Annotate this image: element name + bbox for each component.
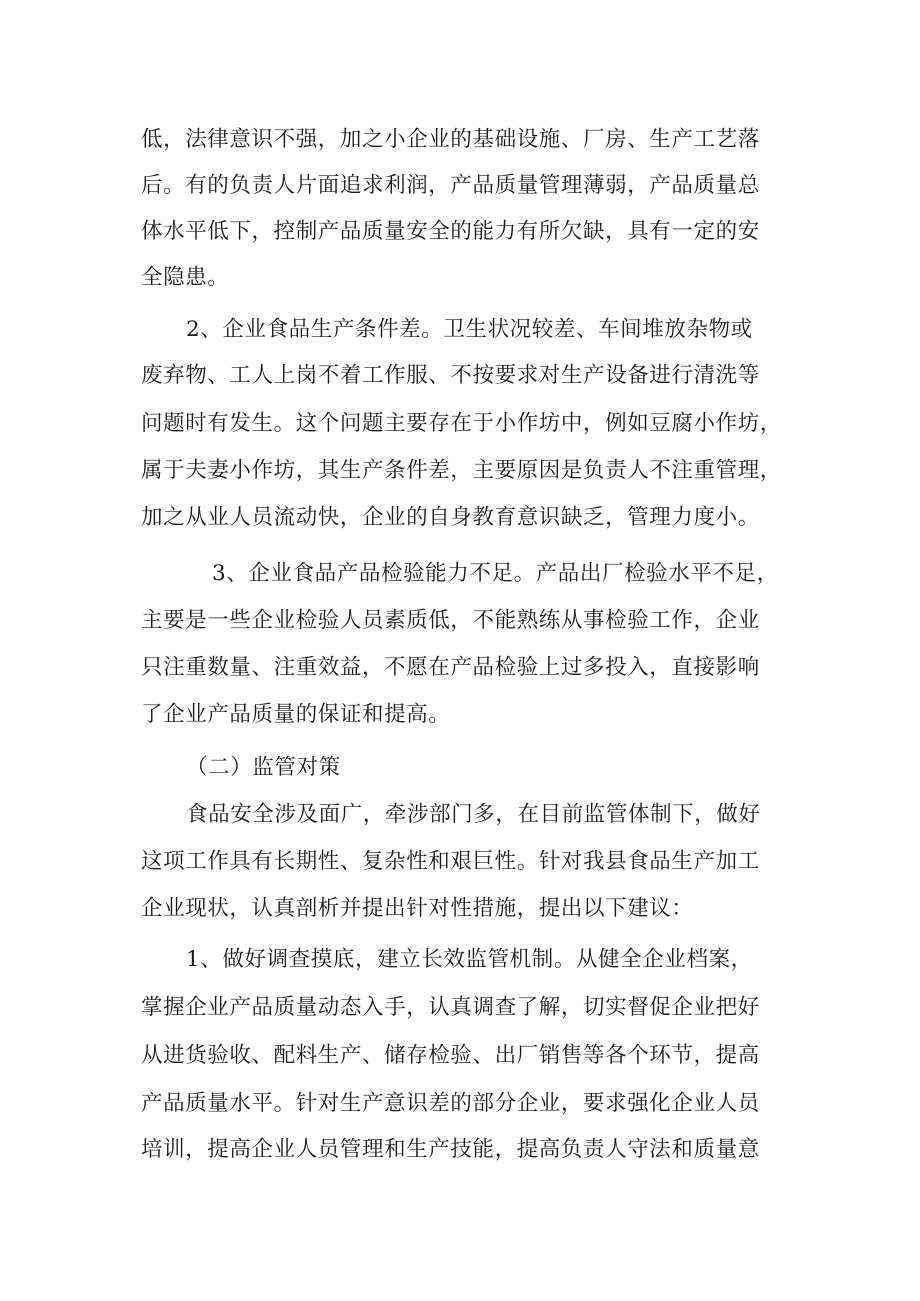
text-line: 了企业产品质量的保证和提高。	[141, 702, 451, 727]
text-line: 培训，提高企业人员管理和生产技能，提高负责人守法和质量意	[141, 1137, 760, 1162]
text-line: 低，法律意识不强，加之小企业的基础设施、厂房、生产工艺落	[141, 127, 760, 152]
paragraph-first-line: 3、企业食品产品检验能力不足。产品出厂检验水平不足，	[212, 561, 779, 586]
text-line: 全隐患。	[141, 265, 230, 290]
paragraph-first-line: 1、做好调查摸底，建立长效监管机制。从健全企业档案，	[186, 947, 753, 972]
text-line: 废弃物、工人上岗不着工作服、不按要求对生产设备进行清洗等	[141, 363, 760, 388]
text-line: 后。有的负责人片面追求利润，产品质量管理薄弱，产品质量总	[141, 173, 760, 198]
text-line: 体水平低下，控制产品质量安全的能力有所欠缺，具有一定的安	[141, 219, 760, 244]
text-line: 从进货验收、配料生产、储存检验、出厂销售等各个环节，提高	[141, 1043, 760, 1068]
paragraph-first-line: 2、企业食品生产条件差。卫生状况较差、车间堆放杂物或	[186, 317, 753, 342]
section-heading: （二）监管对策	[186, 755, 341, 780]
text-line: 产品质量水平。针对生产意识差的部分企业，要求强化企业人员	[141, 1091, 760, 1116]
text-line: 企业现状，认真剖析并提出针对性措施，提出以下建议：	[141, 896, 694, 921]
text-line: 加之从业人员流动快，企业的自身教育意识缺乏，管理力度小。	[141, 505, 760, 530]
paragraph-first-line: 食品安全涉及面广，牵涉部门多，在目前监管体制下，做好	[186, 802, 761, 827]
text-line: 只注重数量、注重效益，不愿在产品检验上过多投入，直接影响	[141, 655, 760, 680]
text-line: 掌握企业产品质量动态入手，认真调查了解，切实督促企业把好	[141, 995, 760, 1020]
text-line: 主要是一些企业检验人员素质低，不能熟练从事检验工作，企业	[141, 608, 760, 633]
text-line: 问题时有发生。这个问题主要存在于小作坊中，例如豆腐小作坊，	[141, 411, 782, 436]
text-line: 属于夫妻小作坊，其生产条件差，主要原因是负责人不注重管理，	[141, 458, 782, 483]
text-line: 这项工作具有长期性、复杂性和艰巨性。针对我县食品生产加工	[141, 849, 760, 874]
